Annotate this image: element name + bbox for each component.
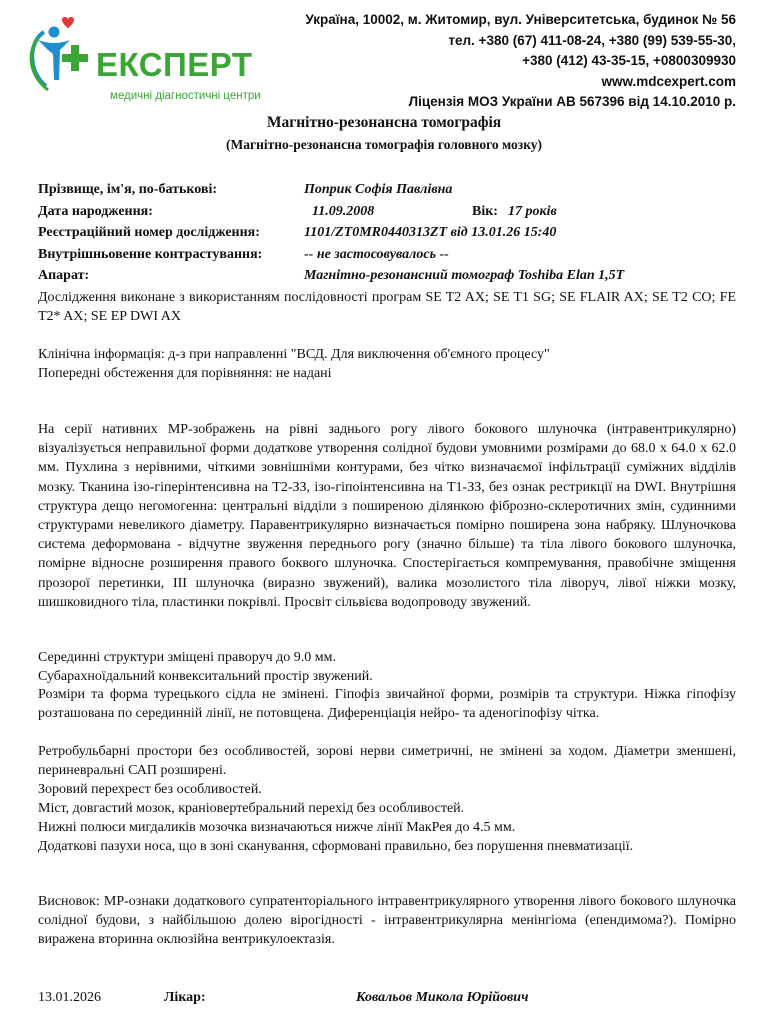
- findings-main: На серії нативних МР-зображень на рівні заднього рогу лівого бокового шлуночка (інтравентрикулярно) візуалізується неправильної форми додаткове утворення солідної будови умовними розмірами до 68.0 x 64.0 x 62.0 мм. Пухлина з нерівними, чіткими зовнішніми контурами, без чітко визначаємої інфільтрації суміжних відділів мозку. Тканина ізо-гіперінтенсивна на Т2-ЗЗ, ізо-гіпоінтенсивна на Т1-ЗЗ, без ознак рестрикції на DWI. Внутрішня структура дещо негомогенна: центральні відділи з поширеною ділянкою фіброзно-склеротичних змін, судинними структурами невеликого діаметру. Паравентрикулярно визначається помірно поширена зона набряку. Шлуночкова система деформована - відчутне звуження переднього рогу (значно більше) та тіла лівого бокового шлуночка, помірне відносне розширення правого боквого шлуночка. Спостерігається компремування, правобічне зміщення прозорої перетинки, ІІІ шлуночка (виразно звужений), валика мозолистого тіла ліворуч, лівої ніжки мозку, шишковидного тіла, пластинки покрівлі. Просвіт сільвієва водопроводу звужений.: [38, 422, 736, 610]
- clinical-info: Клінічна інформація: д-з при направленні "ВСД. Для виключення об'ємного процесу": [38, 347, 550, 362]
- logo-subtitle: медичні діагностичні центри: [110, 90, 261, 102]
- subarachnoid-space: Субарахноїдальний конвекситальний простір звужений.: [38, 669, 373, 684]
- sella-findings: Розміри та форма турецького сідла не змінені. Гіпофіз звичайної форми, розмірів та структури. Ніжка гіпофізу розташована по серединній лінії, не потовщена. Диференціація нейро- та аденогіпофізу чітка.: [38, 687, 736, 722]
- patient-dob-label: Дата народження:: [38, 204, 153, 219]
- sinuses-findings: Додаткові пазухи носа, що в зоні сканування, сформовані правильно, без порушення пневматизації.: [38, 839, 634, 854]
- contrast-value: -- не застосовувалось --: [304, 247, 449, 262]
- pons-findings: Міст, довгастий мозок, краніовертебральний перехід без особливостей.: [38, 801, 465, 816]
- midline-shift: Серединні структури зміщені праворуч до 9.0 мм.: [38, 650, 336, 665]
- report-subtitle: (Магнітно-резонансна томографія головного мозку): [225, 137, 543, 152]
- clinic-phones-1: тел. +380 (67) 411-08-24, +380 (99) 539-55-30,: [448, 32, 736, 48]
- logo-figure-icon: [24, 10, 104, 100]
- doctor-label: Лікар:: [164, 990, 206, 1005]
- clinic-contacts: [236, 10, 736, 113]
- report-date: 13.01.2026: [38, 990, 101, 1005]
- clinic-website[interactable]: www.mdcexpert.com: [601, 73, 736, 89]
- patient-age: 17 років: [508, 204, 557, 219]
- retrobulbar-findings: Ретробульбарні простори без особливостей, зорові нерви симетричні, не змінені за ходом. Діаметри зменшені, периневральні САП розширені.: [38, 744, 736, 779]
- clinic-license: Ліцензія МОЗ України АВ 567396 від 14.10.2010 р.: [408, 94, 736, 109]
- patient-dob: 11.09.2008: [312, 204, 375, 219]
- clinic-address: Україна, 10002, м. Житомир, вул. Університетська, будинок № 56: [305, 12, 736, 27]
- conclusion: Висновок: МР-ознаки додаткового супратенторіального інтравентрикулярного утворення лівого бокового шлуночка солідної будови, з найбільшою долею вірогідності - інтравентрикулярна менінгіома (епендимома?). Помірно виражена вторинна оклюзійна вентрикулоектазія.: [38, 894, 736, 948]
- patient-age-label: Вік:: [472, 204, 498, 219]
- patient-name: Поприк Софія Павлівна: [304, 182, 453, 197]
- chiasm-findings: Зоровий перехрест без особливостей.: [38, 782, 262, 797]
- device-value: Магнітно-резонансний томограф Toshiba Elan 1,5T: [304, 268, 625, 283]
- clinic-logo: [24, 10, 264, 110]
- report-title: Магнітно-резонансна томографія: [266, 114, 502, 131]
- clinic-phones-2: +380 (412) 43-35-15, +0800309930: [522, 53, 736, 68]
- study-reg-label: Реєстраційний номер дослідження:: [38, 225, 260, 240]
- sequences-text: Дослідження виконане з використанням послідовності програм SE T2 AX; SE T1 SG; SE FLAIR AX; SE T2 CO; FE T2* AX; SE EP DWI AX: [38, 290, 736, 325]
- previous-studies: Попередні обстеження для порівняння: не надані: [38, 366, 332, 381]
- tonsils-findings: Нижні полюси мигдаликів мозочка визначаються нижче лінії МакРея до 4.5 мм.: [38, 820, 516, 835]
- doctor-name: Ковальов Микола Юрійович: [356, 990, 529, 1005]
- contrast-label: Внутрішньовенне контрастування:: [38, 247, 263, 262]
- device-label: Апарат:: [38, 268, 90, 283]
- study-reg-number: 1101/ZT0MR0440313ZT від 13.01.26 15:40: [304, 225, 557, 240]
- logo-wordmark: ЕКСПЕРТ: [96, 46, 253, 83]
- patient-name-label: Прізвище, ім'я, по-батькові:: [38, 182, 218, 197]
